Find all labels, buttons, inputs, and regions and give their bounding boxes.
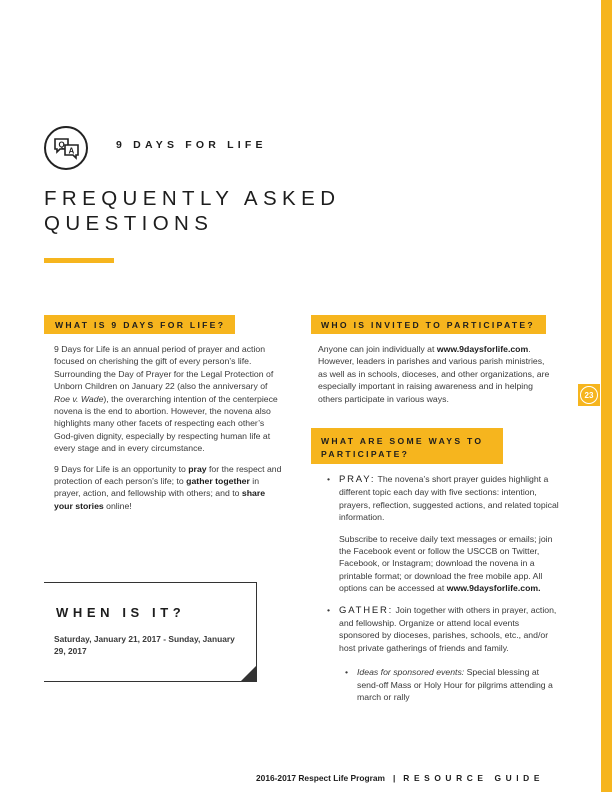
- section-kicker: 9 DAYS FOR LIFE: [116, 139, 267, 151]
- heading-who-invited: WHO IS INVITED TO PARTICIPATE?: [311, 315, 546, 334]
- when-title: WHEN IS IT?: [56, 605, 186, 620]
- opportunity-paragraph: 9 Days for Life is an opportunity to pray for the respect and protection of each person’s life; to gather together in prayer, action, and fellowship with others; and to share your stories online!: [54, 463, 282, 511]
- heading-what-is: WHAT IS 9 DAYS FOR LIFE?: [44, 315, 235, 334]
- website-link-2[interactable]: www.9daysforlife.com.: [446, 583, 541, 594]
- when-box: [44, 582, 257, 682]
- page-title: [44, 186, 340, 236]
- bullet: •: [327, 604, 331, 615]
- subscribe-paragraph: Subscribe to receive daily text messages or emails; join the Facebook event or follow the USCCB on Twitter, Facebook, or Instagram; download the novena in a printable format; or download the free mobile app. All options can be accessed at www.9daysforlife.com.: [339, 533, 553, 594]
- footer-guide: RESOURCE GUIDE: [403, 773, 545, 783]
- bullet: •: [327, 474, 331, 484]
- list-item-pray: • PRAY: The novena’s short prayer guides highlight a different topic each day with five sections: intention, prayers, reflection, suggested actions, and related topical information.: [327, 474, 559, 523]
- left-column: [54, 343, 282, 520]
- footer-program: 2016-2017 Respect Life Program: [256, 773, 385, 783]
- who-paragraph: Anyone can join individually at www.9daysforlife.com. However, leaders in parishes and various parish ministries, as well as in schools, dioceses, and other organizations, are especially important in raising awareness and in helping others participate in various ways.: [318, 344, 550, 404]
- page-title-line-2: QUESTIONS: [44, 212, 214, 235]
- when-dates: Saturday, January 21, 2017 - Sunday, January 29, 2017: [54, 634, 235, 657]
- qa-icon-letter-a: A: [68, 146, 75, 156]
- footer-separator: |: [392, 773, 396, 783]
- page-footer: [256, 773, 544, 783]
- page-title-line-1: FREQUENTLY ASKED: [44, 187, 341, 210]
- page-number: 23: [580, 386, 598, 404]
- qa-icon-letter-q: Q: [58, 140, 65, 150]
- right-edge-stripe: [601, 0, 612, 792]
- heading-ways-to-participate: WHAT ARE SOME WAYS TO PARTICIPATE?: [311, 428, 503, 464]
- list-item-gather: • GATHER: Join together with others in prayer, action, and fellowship. Organize or attend local events sponsored by dioceses, parishes, schools, etc., and/or host private gatherings of friends and family.: [327, 604, 557, 653]
- website-link[interactable]: www.9daysforlife.com: [436, 344, 529, 354]
- title-underline: [44, 258, 114, 263]
- bullet: •: [345, 667, 349, 678]
- list-item-ideas: • Ideas for sponsored events: Special blessing at send-off Mass or Holy Hour for pilgrims attending a march or rally: [345, 667, 553, 703]
- ways-list: [327, 473, 559, 704]
- qa-icon: [44, 126, 88, 170]
- intro-paragraph: 9 Days for Life is an annual period of prayer and action focused on cherishing the gift of every person’s life. Surrounding the Day of Prayer for the Legal Protection of Unborn Children on January 22 (also the anniversary of Roe v. Wade), the overarching intention of the centerpiece novena is the end to abortion. However, the novena also highlights many other facets of respecting each other’s God-given dignity, especially by respecting human life at every stage and in every circumstance.: [54, 344, 278, 454]
- when-box-corner: [240, 665, 257, 682]
